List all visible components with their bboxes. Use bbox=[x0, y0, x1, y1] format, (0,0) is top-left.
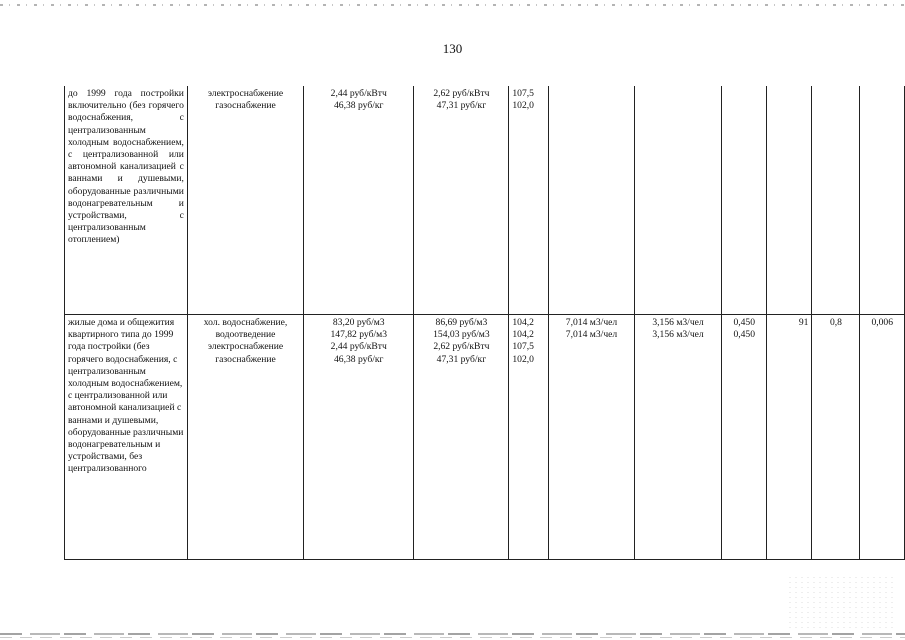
tariff-table bbox=[64, 86, 905, 560]
scan-artifact-noise bbox=[787, 575, 897, 630]
service-label: газоснабжение bbox=[215, 100, 276, 112]
index-value: 107,5 bbox=[512, 88, 534, 99]
tariff-value: 46,38 руб/кг bbox=[334, 353, 384, 365]
coef-value: 0,450 bbox=[733, 317, 756, 328]
coef-cell bbox=[722, 315, 767, 560]
col-10-cell bbox=[812, 315, 860, 560]
service-label: водоотведение bbox=[215, 329, 276, 341]
norm-2-cell bbox=[635, 86, 722, 315]
category-description bbox=[65, 315, 188, 560]
scan-artifact-bottom-2 bbox=[0, 637, 905, 638]
table-row bbox=[65, 86, 905, 315]
norm-value: 3,156 м3/чел bbox=[652, 329, 704, 341]
tariff-new-cell bbox=[414, 315, 509, 560]
index-value: 104,2 bbox=[512, 329, 534, 341]
norm-1-cell bbox=[548, 315, 634, 560]
index-value: 107,5 bbox=[512, 341, 534, 353]
col-9-value: 91 bbox=[798, 317, 809, 328]
tariff-value: 2,44 руб/кВтч bbox=[330, 341, 387, 353]
page-number: 130 bbox=[442, 41, 463, 56]
index-cell bbox=[509, 86, 549, 315]
index-cell bbox=[509, 315, 549, 560]
description-text: до 1999 года постройки включительно (без горячего водоснабжения, с централизованным холодным водоснабжением, с централизованной или автономной канализацией с ваннами и душевыми, оборудованные различными водонагревательным и устройствами, с централизованным отоплением) bbox=[68, 88, 184, 246]
tariff-old-cell bbox=[304, 86, 414, 315]
service-label: электроснабжение bbox=[207, 341, 284, 353]
tariff-value: 47,31 руб/кг bbox=[436, 353, 487, 365]
tariff-new-cell bbox=[414, 86, 509, 315]
tariff-value: 154,03 руб/м3 bbox=[433, 329, 490, 341]
scan-artifact-top bbox=[0, 4, 905, 6]
tariff-value: 147,82 руб/м3 bbox=[330, 329, 388, 341]
description-text: жилые дома и общежития квартирного типа до 1999 года постройки (без горячего водоснабжения, с централизованным холодным водоснабжением, с централизованной или автономной канализацией с ваннами и душевыми, оборудованные различными водонагревательным и устройствами, без централизованного bbox=[68, 317, 184, 475]
col-9-cell bbox=[767, 86, 812, 315]
tariff-value: 2,62 руб/кВтч bbox=[433, 88, 490, 99]
tariff-value: 2,44 руб/кВтч bbox=[330, 88, 387, 99]
index-value: 104,2 bbox=[512, 317, 534, 328]
index-value: 102,0 bbox=[512, 353, 534, 365]
col-9-cell bbox=[767, 315, 812, 560]
service-label: электроснабжение bbox=[207, 88, 284, 99]
norm-1-cell bbox=[548, 86, 634, 315]
index-value: 102,0 bbox=[512, 100, 534, 112]
tariff-value: 86,69 руб/м3 bbox=[435, 317, 488, 328]
services-cell bbox=[187, 315, 303, 560]
services-cell bbox=[187, 86, 303, 315]
tariff-value: 83,20 руб/м3 bbox=[332, 317, 385, 328]
col-10-cell bbox=[812, 86, 860, 315]
norm-2-cell bbox=[635, 315, 722, 560]
service-label: хол. водоснабжение, bbox=[203, 317, 288, 328]
category-description bbox=[65, 86, 188, 315]
norm-value: 7,014 м3/чел bbox=[565, 317, 618, 328]
tariff-value: 47,31 руб/кг bbox=[436, 100, 487, 112]
coef-cell bbox=[722, 86, 767, 315]
tariff-value: 46,38 руб/кг bbox=[334, 100, 384, 112]
col-11-cell bbox=[860, 86, 905, 315]
service-label: газоснабжение bbox=[215, 353, 276, 365]
scan-artifact-bottom bbox=[0, 633, 905, 635]
col-11-value: 0,006 bbox=[871, 317, 894, 328]
coef-value: 0,450 bbox=[733, 329, 756, 341]
col-10-value: 0,8 bbox=[829, 317, 842, 328]
table-row bbox=[65, 315, 905, 560]
norm-value: 3,156 м3/чел bbox=[652, 317, 704, 328]
tariff-value: 2,62 руб/кВтч bbox=[433, 341, 490, 353]
col-11-cell bbox=[860, 315, 905, 560]
norm-value: 7,014 м3/чел bbox=[565, 329, 618, 341]
tariff-old-cell bbox=[304, 315, 414, 560]
